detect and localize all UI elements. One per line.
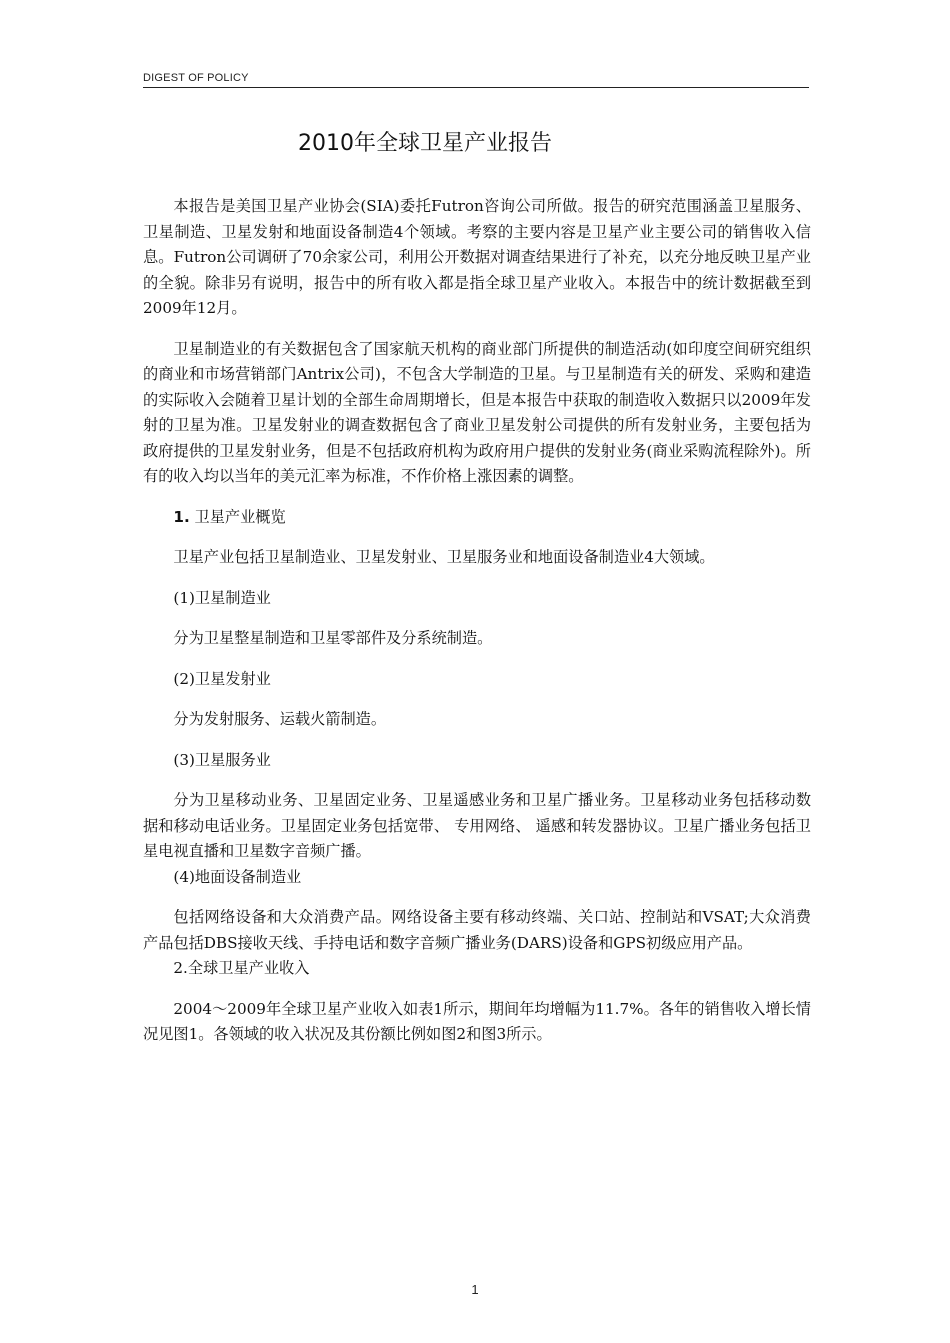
header-text: DIGEST OF POLICY: [143, 72, 249, 84]
page-number: 1: [471, 1282, 479, 1297]
paragraph-revenue: 2004～2009年全球卫星产业收入如表1所示，期间年均增幅为11.7%。各年的销售收入增长情况见图1。各领域的收入状况及其份额比例如图2和图3所示。: [143, 999, 811, 1043]
header-rule: [143, 87, 809, 88]
paragraph-launch: 分为发射服务、运载火箭制造。: [173, 710, 387, 728]
document-body: [143, 194, 811, 1048]
section-number: 1.: [173, 507, 190, 526]
document-title: 2010年全球卫星产业报告: [298, 131, 552, 156]
subheading-ground-equipment: (4)地面设备制造业: [173, 867, 302, 886]
paragraph-scope: 卫星制造业的有关数据包含了国家航天机构的商业部门所提供的制造活动(如印度空间研究组织的商业和市场营销部门Antrix公司)，不包含大学制造的卫星。与卫星制造有关的研发、采购和建造的实际收入会随着卫星计划的全部生命周期增长，但是本报告中获取的制造收入数据只以2009年发射的卫星为准。卫星发射业的调查数据包含了商业卫星发射公司提供的所有发射业务，主要包括为政府提供的卫星发射业务，但是不包括政府机构为政府用户提供的发射业务(商业采购流程除外)。所有的收入均以当年的美元汇率为标准，不作价格上涨因素的调整。: [143, 339, 811, 485]
paragraph-ground-equipment: 包括网络设备和大众消费产品。网络设备主要有移动终端、关口站、控制站和VSAT;大众消费产品包括DBS接收天线、手持电话和数字音频广播业务(DARS)设备和GPS初级应用产品。: [143, 908, 811, 952]
paragraph-services: 分为卫星移动业务、卫星固定业务、卫星遥感业务和卫星广播业务。卫星移动业务包括移动数据和移动电话业务。卫星固定业务包括宽带、 专用网络、 遥感和转发器协议。卫星广播业务包括卫星电视直播和卫星数字音频广播。: [143, 791, 811, 860]
paragraph-manufacturing: 分为卫星整星制造和卫星零部件及分系统制造。: [173, 629, 493, 647]
subheading-manufacturing: (1)卫星制造业: [173, 588, 271, 607]
section-heading-overview: [143, 505, 811, 531]
subheading-launch: (2)卫星发射业: [173, 669, 271, 688]
page-header: [143, 71, 809, 88]
section-heading-revenue: 2.全球卫星产业收入: [173, 959, 310, 977]
paragraph-overview: 卫星产业包括卫星制造业、卫星发射业、卫星服务业和地面设备制造业4大领域。: [173, 548, 715, 566]
section-title: 卫星产业概览: [189, 507, 286, 526]
subheading-services: (3)卫星服务业: [173, 750, 271, 769]
paragraph-intro: 本报告是美国卫星产业协会(SIA)委托Futron咨询公司所做。报告的研究范围涵盖卫星服务、卫星制造、卫星发射和地面设备制造4个领域。考察的主要内容是卫星产业主要公司的销售收入信息。Futron公司调研了70余家公司，利用公开数据对调查结果进行了补充，以充分地反映卫星产业的全貌。除非另有说明，报告中的所有收入都是指全球卫星产业收入。本报告中的统计数据截至到2009年12月。: [143, 197, 811, 317]
